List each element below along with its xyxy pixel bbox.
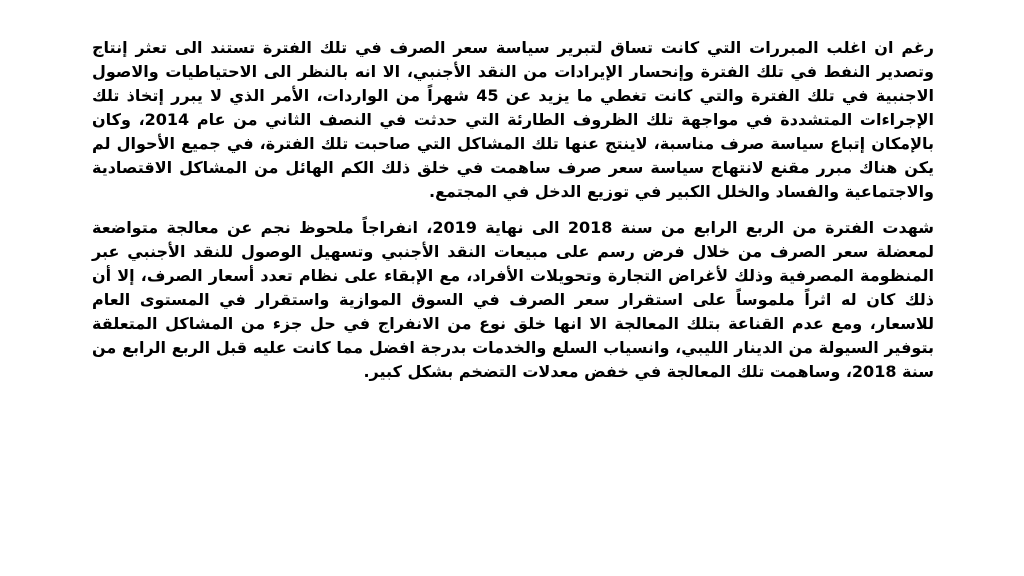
document-body [92, 36, 934, 396]
paragraph-exchange-rate-policy: رغم ان اغلب المبررات التي كانت تساق لتبرير سياسة سعر الصرف في تلك الفترة تستند الى تعثر إنتاج وتصدير النفط في تلك الفترة وإنحسار الإيرادات من النقد الأجنبي، الا انه بالنظر الى الاحتياطيات والاصول الاجنبية في تلك الفترة والتي كانت تغطي ما يزيد عن 45 شهراً من الواردات، الأمر الذي لا يبرر إتخاذ تلك الإجراءات المتشددة في مواجهة تلك الظروف الطارئة التي حدثت في النصف الثاني من عام 2014، وكان بالإمكان إتباع سياسة صرف مناسبة، لاينتج عنها تلك المشاكل التي صاحبت تلك الفترة، في جميع الأحوال لم يكن هناك مبرر مقنع لانتهاج سياسة سعر صرف ساهمت في خلق ذلك الكم الهائل من المشاكل الاقتصادية والاجتماعية والفساد والخلل الكبير في توزيع الدخل في المجتمع. [92, 38, 935, 201]
paragraph-2018-2019-period: شهدت الفترة من الربع الرابع من سنة 2018 الى نهاية 2019، انفراجاً ملحوظ نجم عن معالجة متواضعة لمعضلة سعر الصرف من خلال فرض رسم على مبيعات النقد الأجنبي وتسهيل الوصول للنقد الأجنبي عبر المنظومة المصرفية وذلك لأغراض التجارة وتحويلات الأفراد، مع الإبقاء على نظام تعدد أسعار الصرف، إلا أن ذلك كان له اثراً ملموساً على استقرار سعر الصرف في السوق الموازية واستقرار في المستوى العام للاسعار، ومع عدم القناعة بتلك المعالجة الا انها خلق نوع من الانفراج في حل جزء من المشاكل المتعلقة بتوفير السيولة من الدينار الليبي، وانسياب السلع والخدمات بدرجة افضل مما كانت عليه قبل الربع الرابع من سنة 2018، وساهمت تلك المعالجة في خفض معدلات التضخم بشكل كبير. [92, 218, 934, 381]
